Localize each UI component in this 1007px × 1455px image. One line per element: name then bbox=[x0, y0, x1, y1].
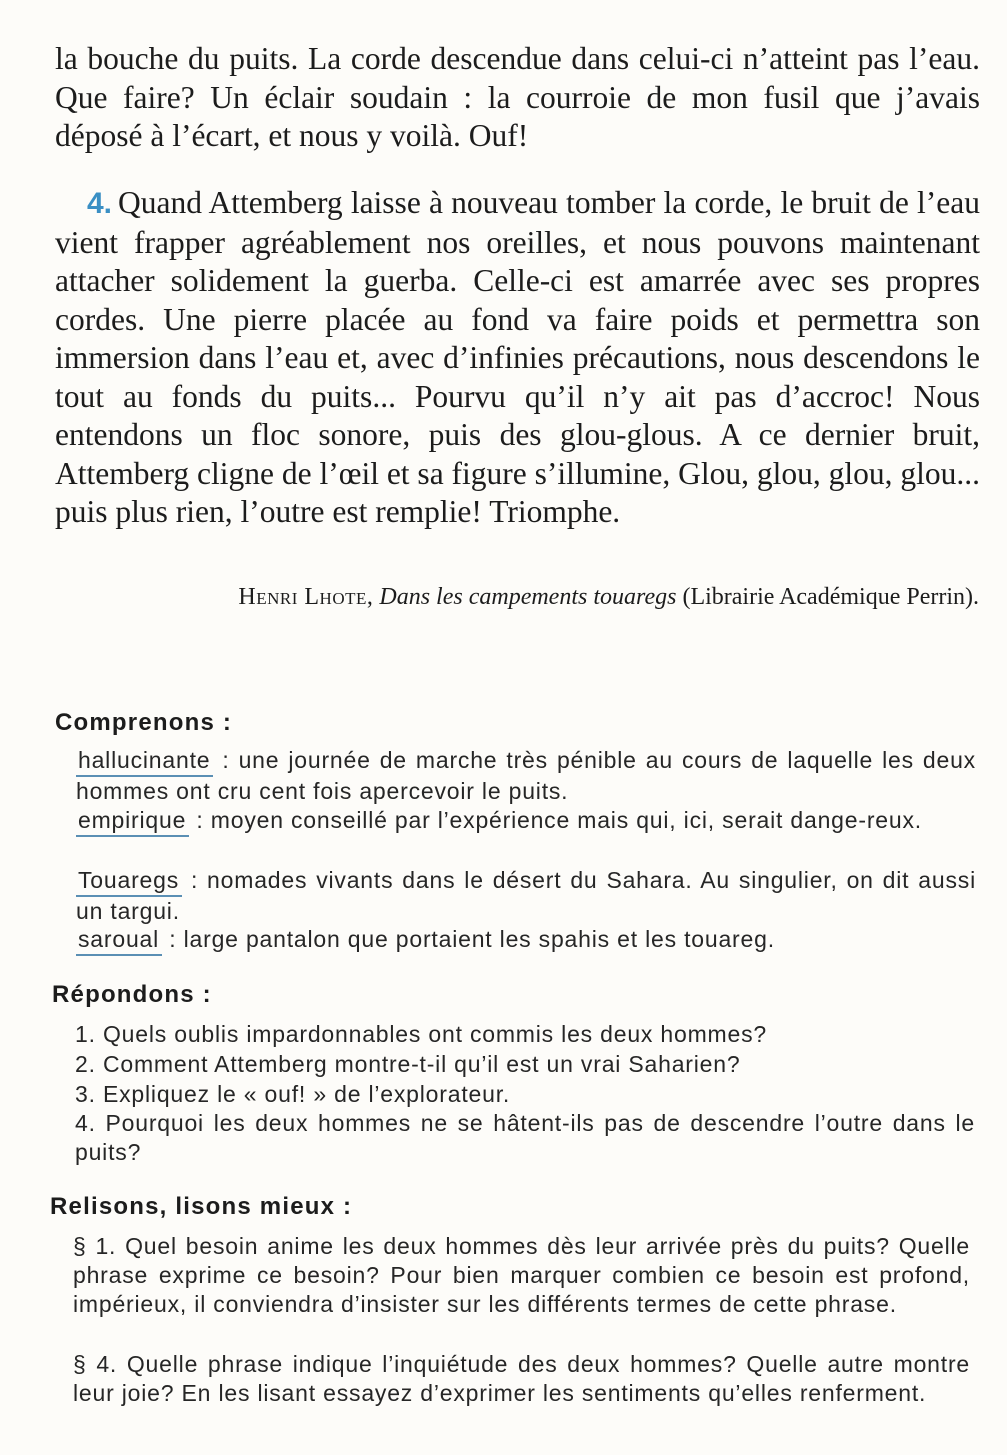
glossary-term: saroual bbox=[76, 925, 162, 956]
heading-repondons: Répondons : bbox=[52, 981, 212, 1008]
glossary-entry bbox=[76, 806, 976, 837]
paragraph-4-text: Quand Attemberg laisse à nouveau tomber la corde, le bruit de l’eau vient frapper agréablement nos oreilles, et nous pouvons maintenant attacher solidement la guerba. Celle-ci est amarrée avec ses propres cordes. Une pierre placée au fond va faire poids et permettra son immersion dans l’eau et, avec d’infinies précautions, nous descendons le tout au fonds du puits... Pourvu qu’il n’y ait pas d’accroc! Nous entendons un floc sonore, puis des glou-glous. A ce dernier bruit, Attemberg cligne de l’œil et sa figure s’illumine, Glou, glou, glou, glou... puis plus rien, l’outre est remplie! Triomphe. bbox=[55, 185, 981, 529]
reading-item: § 1. Quel besoin anime les deux hommes dès leur arrivée près du puits? Quelle phrase exprime ce besoin? Pour bien marquer combien ce besoin est profond, impérieux, il conviendra d’insister sur les différents termes de cette phrase. bbox=[73, 1233, 970, 1317]
citation-publisher: (Librairie Académique Perrin). bbox=[682, 584, 979, 610]
question-item: 1. Quels oublis impardonnables ont commis les deux hommes? bbox=[75, 1021, 767, 1047]
glossary-term: hallucinante bbox=[76, 746, 213, 777]
glossary-definition: : moyen conseillé par l’expérience mais qui, ici, serait dange-reux. bbox=[196, 807, 922, 833]
glossary-term: empirique bbox=[76, 806, 189, 837]
citation-title: Dans les campements touaregs bbox=[379, 584, 677, 610]
glossary-term: Touaregs bbox=[76, 866, 182, 897]
glossary-definition: : large pantalon que portaient les spahis et les touareg. bbox=[169, 926, 775, 952]
glossary-entry bbox=[76, 866, 976, 926]
heading-relisons: Relisons, lisons mieux : bbox=[50, 1193, 353, 1220]
paragraph-number: 4. bbox=[87, 187, 113, 220]
citation-author: Henri Lhote, bbox=[238, 584, 374, 610]
glossary-definition: : une journée de marche très pénible au cours de laquelle les deux hommes ont cru cent fois apercevoir le puits. bbox=[76, 747, 976, 804]
glossary-definition: : nomades vivants dans le désert du Sahara. Au singulier, on dit aussi un targui. bbox=[76, 867, 976, 924]
question-item: 2. Comment Attemberg montre-t-il qu’il est un vrai Saharien? bbox=[75, 1051, 741, 1077]
citation bbox=[238, 584, 979, 611]
heading-comprenons: Comprenons : bbox=[55, 709, 233, 736]
glossary-entry bbox=[76, 746, 976, 806]
reading-item: § 4. Quelle phrase indique l’inquiétude des deux hommes? Quelle autre montre leur joie? En les lisant essayez d’exprimer les sentiments qu’elles renferment. bbox=[73, 1351, 970, 1406]
question-item: 4. Pourquoi les deux hommes ne se hâtent-ils pas de descendre l’outre dans le puits? bbox=[75, 1110, 975, 1165]
glossary-entry bbox=[76, 925, 976, 956]
prose-paragraph-4 bbox=[55, 184, 980, 532]
question-item: 3. Expliquez le « ouf! » de l’explorateur. bbox=[75, 1081, 511, 1107]
prose-paragraph-continuation: la bouche du puits. La corde descendue dans celui-ci n’atteint pas l’eau. Que faire? Un éclair soudain : la courroie de mon fusil que j’avais déposé à l’écart, et nous y voilà. Ouf! bbox=[55, 41, 980, 153]
